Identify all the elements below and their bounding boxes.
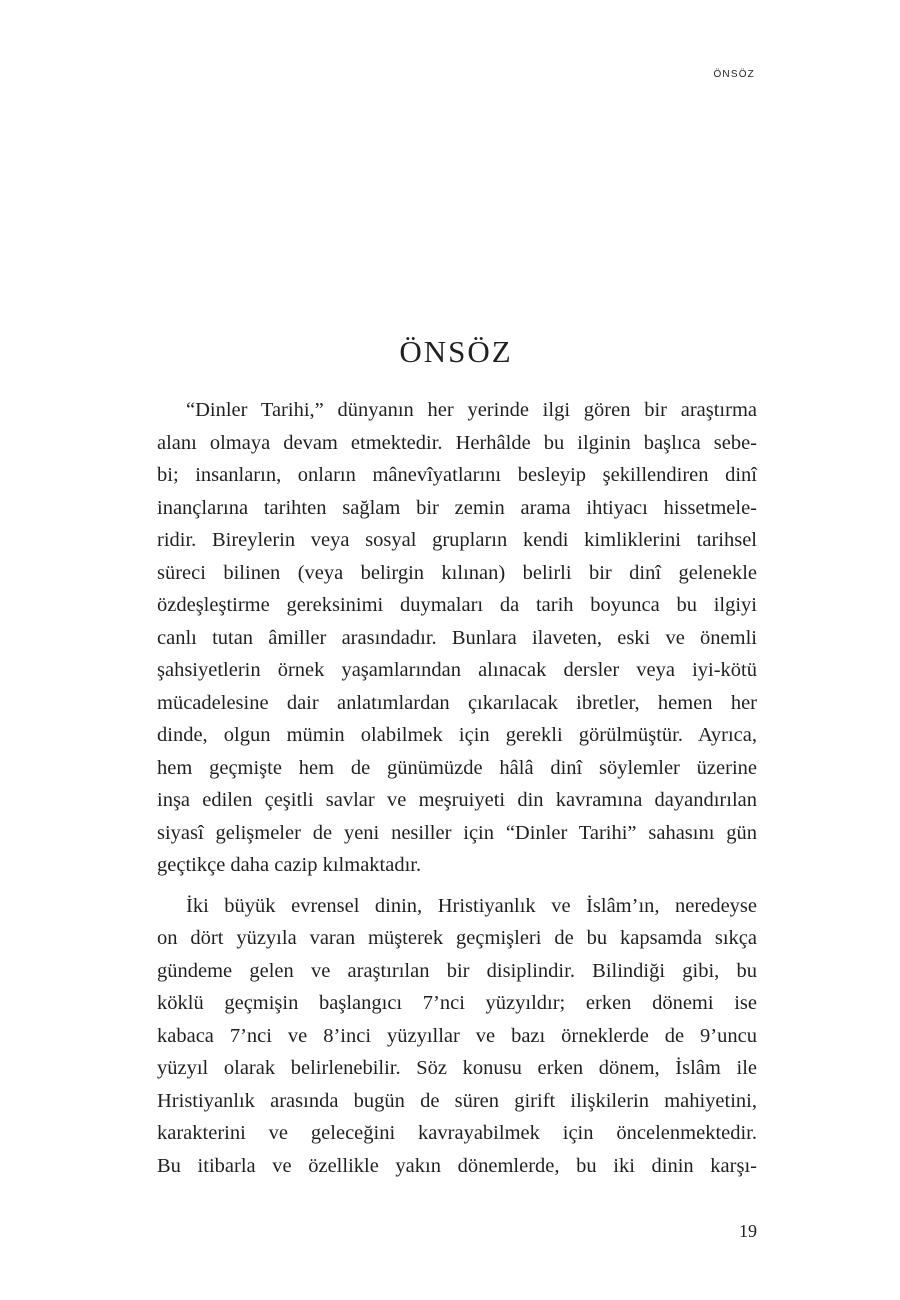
body-text bbox=[157, 394, 757, 1182]
text-line: inşa edilen çeşitli savlar ve meşruiyeti din kavramına dayandırılan bbox=[157, 789, 757, 811]
paragraph-gap bbox=[157, 882, 757, 890]
text-line: Bu itibarla ve özellikle yakın dönemlerde, bu iki dinin karşı- bbox=[157, 1154, 757, 1177]
text-line: hem geçmişte hem de günümüzde hâlâ dinî söylemler üzerine bbox=[157, 756, 757, 779]
text-line: karakterini ve geleceğini kavrayabilmek için öncelenmektedir. bbox=[157, 1122, 757, 1144]
text-line: kabaca 7’nci ve 8’inci yüzyıllar ve bazı örneklerde de 9’uncu bbox=[157, 1024, 757, 1047]
paragraph-1 bbox=[157, 394, 757, 882]
text-line: süreci bilinen (veya belirgin kılınan) belirli bir dinî gelenekle bbox=[157, 561, 757, 584]
running-header: ÖNSÖZ bbox=[713, 69, 755, 80]
text-line: canlı tutan âmiller arasındadır. Bunlara ilaveten, eski ve önemli bbox=[157, 626, 757, 649]
text-line: köklü geçmişin başlangıcı 7’nci yüzyıldır; erken dönemi ise bbox=[157, 992, 757, 1014]
text-line: alanı olmaya devam etmektedir. Herhâlde bu ilginin başlıca sebe- bbox=[157, 431, 757, 454]
text-line: Hristiyanlık arasında bugün de süren girift ilişkilerin mahiyetini, bbox=[157, 1089, 757, 1112]
text-line: geçtikçe daha cazip kılmaktadır. bbox=[157, 854, 422, 876]
text-line: on dört yüzyıla varan müşterek geçmişleri de bu kapsamda sıkça bbox=[157, 927, 757, 949]
text-line: bi; insanların, onların mânevîyatlarını besleyip şekillendiren dinî bbox=[157, 464, 757, 486]
chapter-title: ÖNSÖZ bbox=[399, 334, 513, 369]
text-line: “Dinler Tarihi,” dünyanın her yerinde ilgi gören bir araştırma bbox=[186, 399, 757, 421]
text-line: siyasî gelişmeler de yeni nesiller için “Dinler Tarihi” sahasını gün bbox=[157, 821, 757, 844]
text-line: ridir. Bireylerin veya sosyal grupların kendi kimliklerini tarihsel bbox=[157, 529, 757, 551]
text-line: İki büyük evrensel dinin, Hristiyanlık ve İslâm’ın, neredeyse bbox=[186, 894, 757, 917]
page-number: 19 bbox=[739, 1221, 757, 1241]
text-line: dinde, olgun mümin olabilmek için gerekli görülmüştür. Ayrıca, bbox=[157, 724, 757, 746]
paragraph-2 bbox=[157, 890, 757, 1183]
text-line: gündeme gelen ve araştırılan bir disiplindir. Bilindiği gibi, bu bbox=[157, 959, 757, 982]
text-line: şahsiyetlerin örnek yaşamlarından alınacak dersler veya iyi-kötü bbox=[157, 659, 757, 681]
text-line: mücadelesine dair anlatımlardan çıkarılacak ibretler, hemen her bbox=[157, 691, 757, 714]
text-line: inançlarına tarihten sağlam bir zemin arama ihtiyacı hissetmele- bbox=[157, 496, 757, 519]
text-line: özdeşleştirme gereksinimi duymaları da tarih boyunca bu ilgiyi bbox=[157, 594, 757, 616]
text-line: yüzyıl olarak belirlenebilir. Söz konusu erken dönem, İslâm ile bbox=[157, 1057, 757, 1079]
